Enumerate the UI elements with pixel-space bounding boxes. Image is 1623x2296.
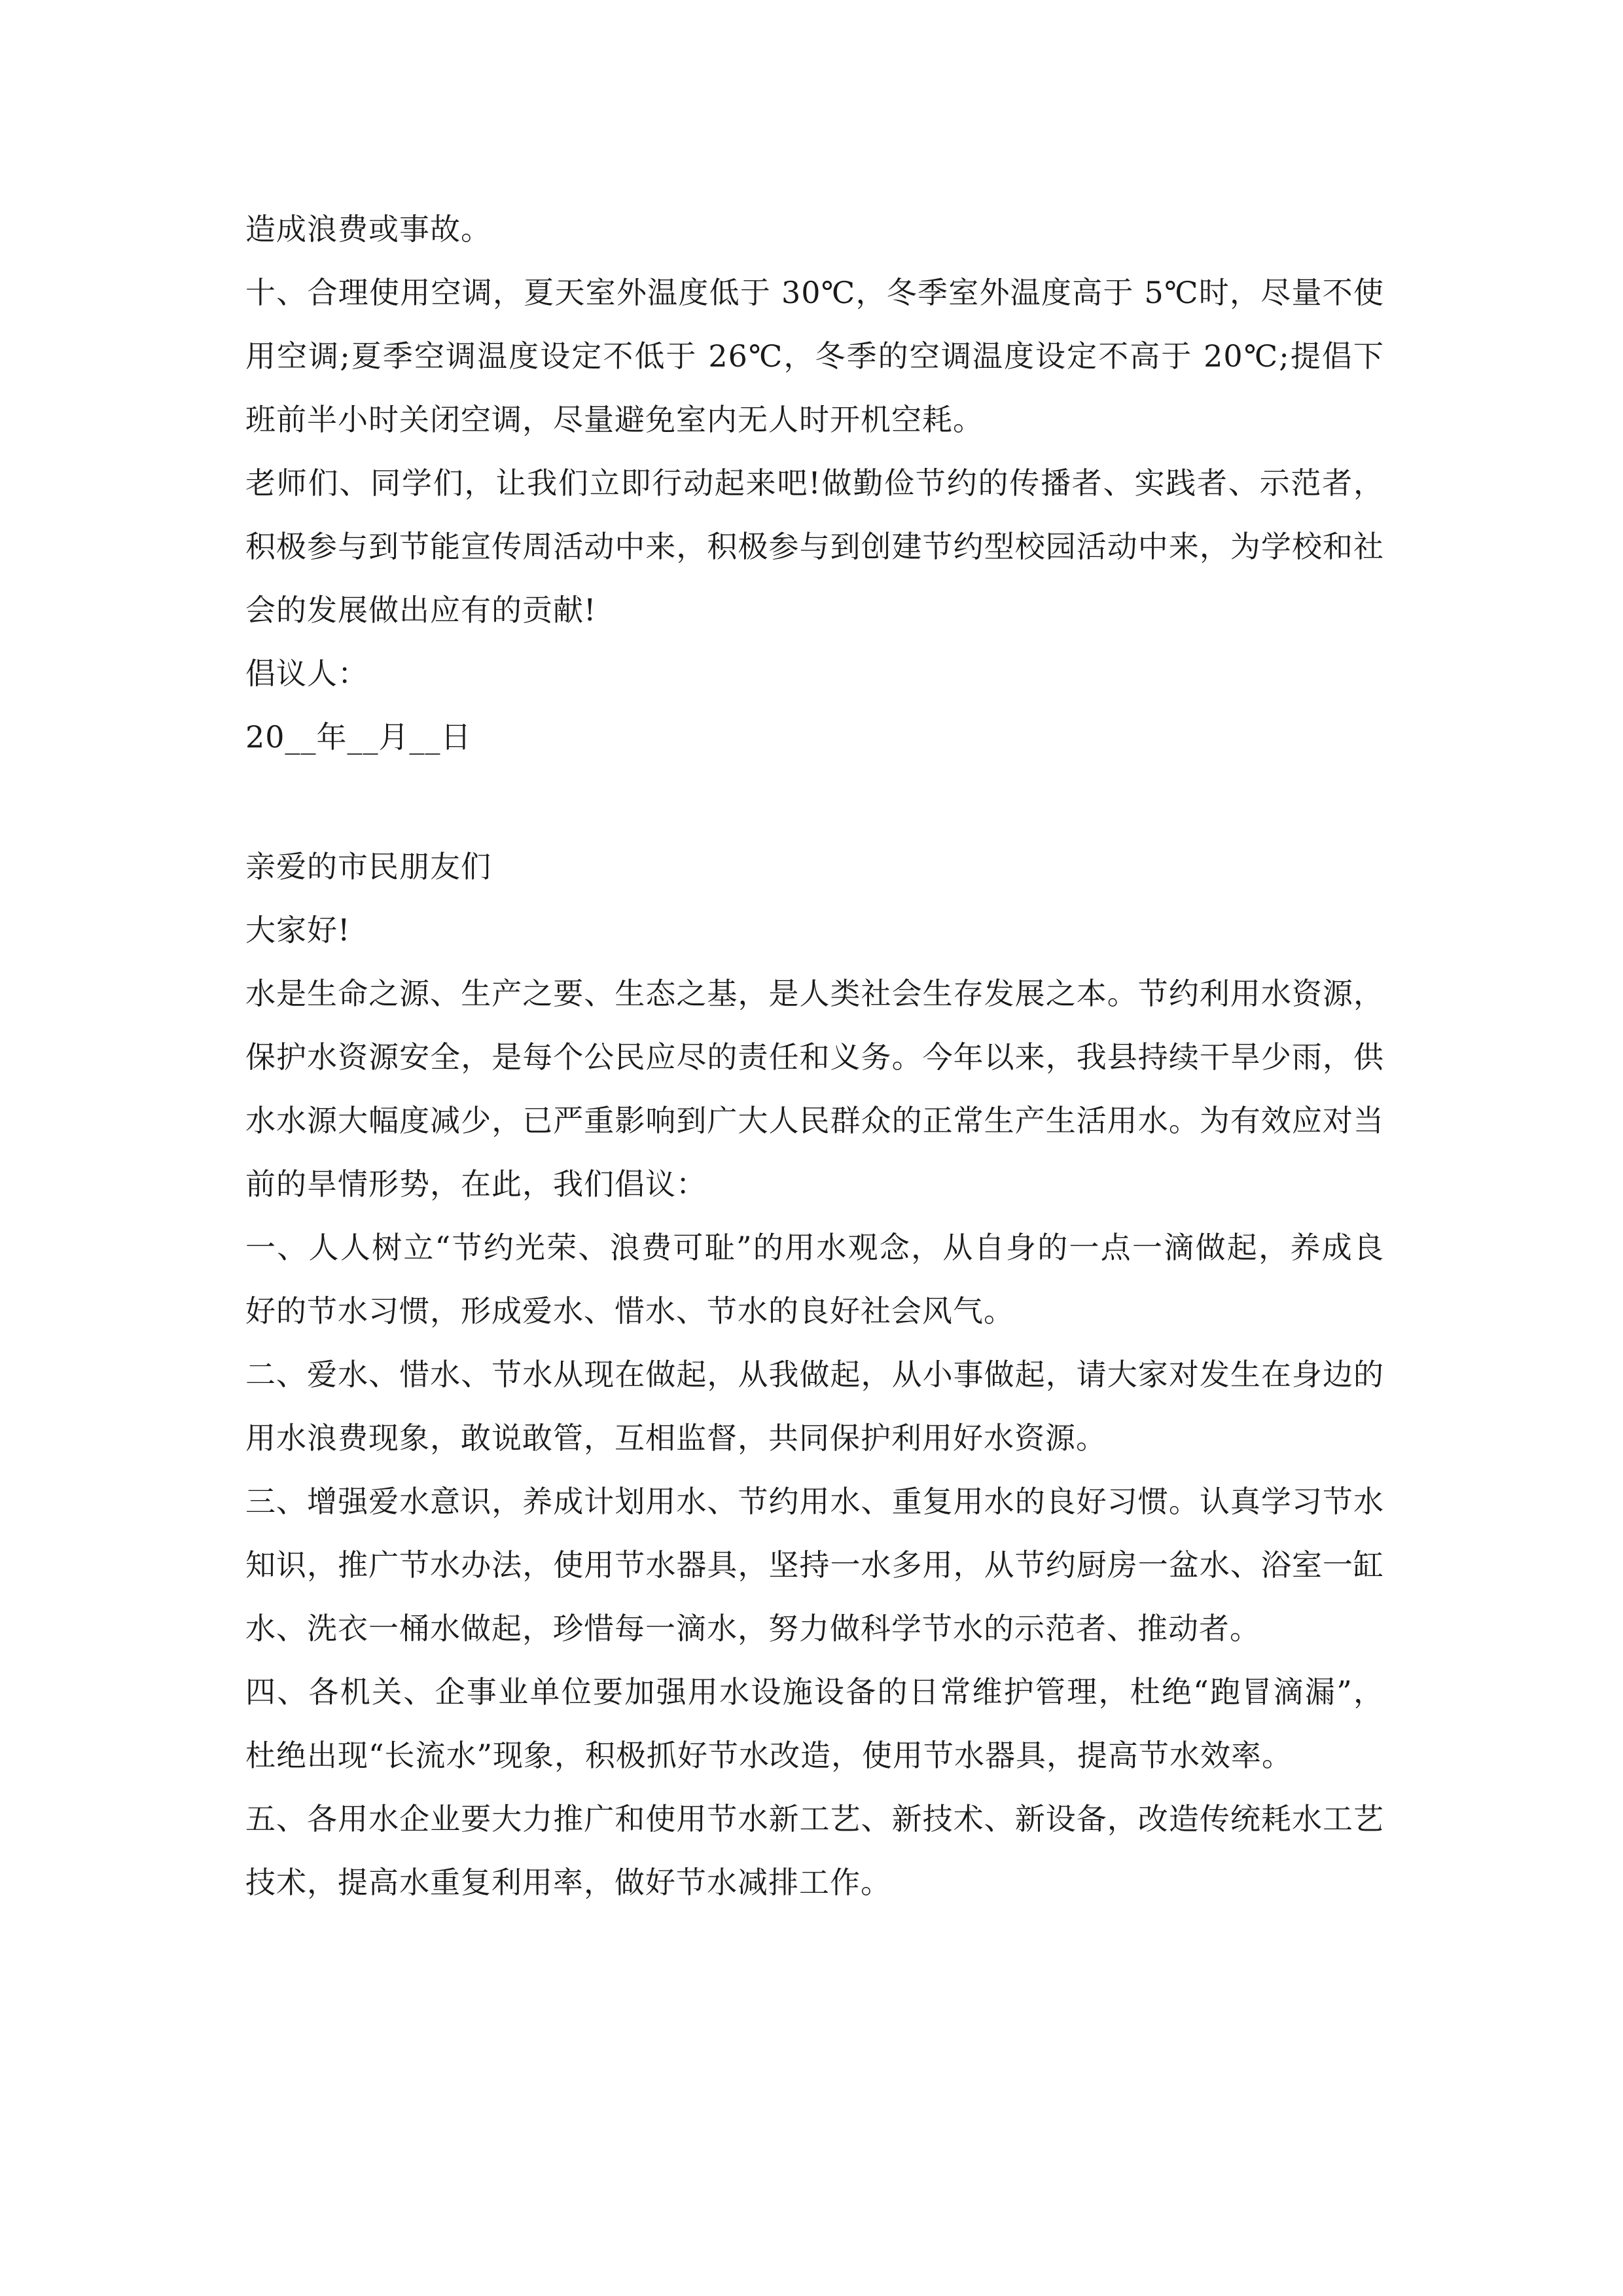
paragraph: 老师们、同学们，让我们立即行动起来吧!做勤俭节约的传播者、实践者、示范者，积极参与到节能宣传周活动中来，积极参与到创建节约型校园活动中来，为学校和社会的发展做出应有的贡献!: [245, 465, 1384, 628]
document-section-energy-saving: [245, 198, 1384, 769]
proposal-item: 五、各用水企业要大力推广和使用节水新工艺、新技术、新设备，改造传统耗水工艺技术，提高水重复利用率，做好节水减排工作。: [245, 1801, 1384, 1900]
greeting: 大家好!: [245, 912, 351, 948]
date-line: 20__年__月__日: [245, 719, 472, 755]
proposal-item: 三、增强爱水意识，养成计划用水、节约用水、重复用水的良好习惯。认真学习节水知识，推广节水办法，使用节水器具，坚持一水多用，从节约厨房一盆水、浴室一缸水、洗衣一桶水做起，珍惜每一滴水，努力做科学节水的示范者、推动者。: [245, 1484, 1384, 1646]
paragraph: 水是生命之源、生产之要、生态之基，是人类社会生存发展之本。节约利用水资源，保护水资源安全，是每个公民应尽的责任和义务。今年以来，我县持续干旱少雨，供水水源大幅度减少，已严重影响到广大人民群众的正常生产生活用水。为有效应对当前的旱情形势，在此，我们倡议：: [245, 976, 1384, 1202]
proposal-item: 一、人人树立“节约光荣、浪费可耻”的用水观念，从自身的一点一滴做起，养成良好的节水习惯，形成爱水、惜水、节水的良好社会风气。: [245, 1230, 1384, 1329]
proposal-item: 二、爱水、惜水、节水从现在做起，从我做起，从小事做起，请大家对发生在身边的用水浪费现象，敢说敢管，互相监督，共同保护利用好水资源。: [245, 1357, 1384, 1456]
document-section-water-saving: [245, 835, 1384, 1914]
paragraph: 十、合理使用空调，夏天室外温度低于 30℃，冬季室外温度高于 5℃时，尽量不使用空调;夏季空调温度设定不低于 26℃，冬季的空调温度设定不高于 20℃;提倡下班前半小时关闭空调，尽量避免室内无人时开机空耗。: [245, 275, 1384, 437]
signature-label: 倡议人：: [245, 656, 368, 691]
paragraph: 造成浪费或事故。: [245, 211, 491, 247]
salutation: 亲爱的市民朋友们: [245, 849, 491, 884]
proposal-item: 四、各机关、企事业单位要加强用水设施设备的日常维护管理，杜绝“跑冒滴漏”，杜绝出现“长流水”现象，积极抓好节水改造，使用节水器具，提高节水效率。: [245, 1674, 1384, 1773]
